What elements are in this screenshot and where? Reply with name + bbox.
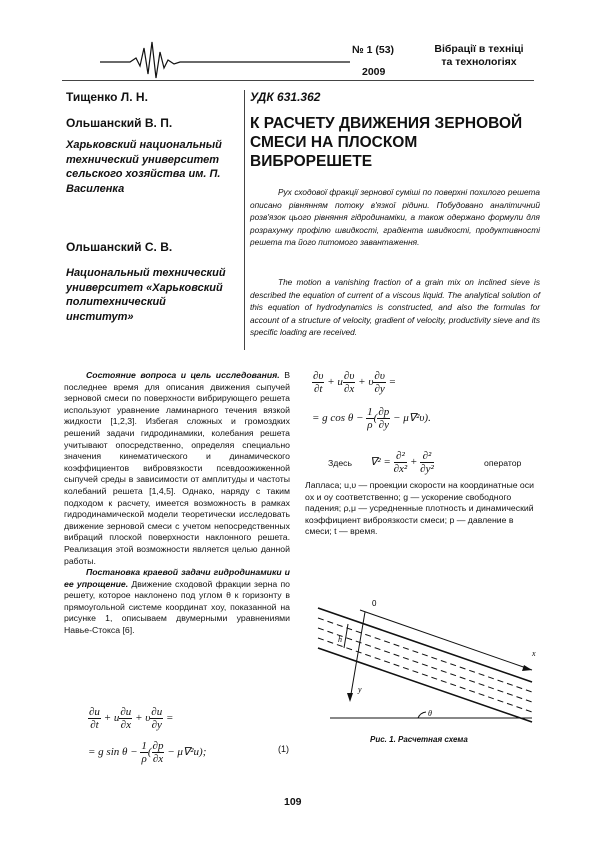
udk-code: УДК 631.362 xyxy=(250,90,321,104)
article-title: К РАСЧЕТУ ДВИЖЕНИЯ ЗЕРНОВОЙ СМЕСИ НА ПЛОСКОМ ВИБРОРЕШЕТЕ xyxy=(250,115,523,170)
navier-stokes-eq-y-line1: $\frac{\partial\upsilon}{\partial t}$ + u $\frac{\partial\upsilon}{\partial x}$ + υ $\frac{\partial\upsilon}{\partial y}$ = xyxy=(313,370,397,395)
paragraph-text: Лапласа; u,υ — проекции скорости на координатные оси ox и oy соответственно; g — ускорение свободного падения; ρ,μ — усредненные плотность и динамический коэффициент виброязкости смеси; p — давление в смеси; t — время. xyxy=(305,480,534,537)
abstract-english: The motion a vanishing fraction of a grain mix on inclined sieve is described the equation of current of a viscous liquid. The analytical solution of this equation of hydrodynamics is constructed, and also the formulas for account of a structure of velocity, gradient of velocity, productivity sieve and its specific loading are received. xyxy=(250,277,540,337)
equation-number: (1) xyxy=(278,744,289,754)
body-right-column xyxy=(305,480,537,538)
sieve-dashed-line xyxy=(318,628,532,702)
author-affiliation: Национальный технический университет «Харьковский политехнический институт» xyxy=(66,267,226,323)
author-name: Тищенко Л. Н. xyxy=(66,90,148,104)
theta-label: θ xyxy=(428,709,432,718)
laplace-operator-def: ∇² = $\frac{\text{∂²}}{\text{∂x²}}$ + $\frac{\text{∂²}}{\text{∂y²}}$ xyxy=(370,450,434,475)
navier-stokes-eq-x-line1: $\frac{\partial u}{\partial t}$ + u $\frac{\partial u}{\partial x}$ + υ $\frac{\partial u}{\partial y}$ = xyxy=(89,706,174,731)
figure-caption: Рис. 1. Расчетная схема xyxy=(370,735,468,744)
header-rule xyxy=(62,80,534,81)
journal-title-line2: та технологіях xyxy=(441,56,517,68)
header-waveform-logo xyxy=(100,38,350,82)
origin-label: 0 xyxy=(372,599,377,608)
navier-stokes-eq-y-line2: = g cos θ − $\frac{1}{\rho}$ ( $\frac{\partial p}{\partial y}$ − μ∇²υ). xyxy=(312,406,431,431)
paragraph xyxy=(64,567,290,637)
section-heading: Постановка краевой задачи гидродинамики и ее упрощение. xyxy=(64,567,290,589)
journal-title xyxy=(416,43,542,69)
operator-word: оператор xyxy=(484,458,522,468)
paragraph xyxy=(64,370,290,567)
h-label: h xyxy=(338,635,342,644)
calculation-scheme-figure xyxy=(300,590,540,740)
abstract-ukrainian: Рух сходової фракції зернової суміші по поверхні похилого решета описано рівнянням потоку в'язкої рідини. Побудовано аналітичний розв'язок цього рівняння гідродинаміки, а також одержано формули для розрахунку профілю швидкості, градієнта швидкості, продуктивності решета та його питомого завантаження. xyxy=(250,187,540,247)
author-name: Ольшанский С. В. xyxy=(66,240,173,254)
here-word: Здесь xyxy=(328,458,353,468)
body-left-column xyxy=(64,370,290,637)
issue-year: 2009 xyxy=(362,66,386,78)
author-name: Ольшанский В. П. xyxy=(66,116,173,130)
journal-title-line1: Вібрації в техніці xyxy=(434,43,524,55)
sieve-layers xyxy=(318,608,532,722)
sieve-top-line xyxy=(318,608,532,682)
y-label: y xyxy=(358,685,362,694)
h-marker xyxy=(344,624,348,648)
navier-stokes-eq-x-line2: = g sin θ − $\frac{1}{\rho}$ ( $\frac{\partial p}{\partial x}$ − μ∇²u); xyxy=(88,740,207,765)
author-affiliation: Харьковский национальный технический университет сельского хозяйства им. П. Василенка xyxy=(66,139,222,195)
page-number: 109 xyxy=(284,796,302,808)
theta-arc xyxy=(418,712,426,718)
issue-number: № 1 (53) xyxy=(352,44,395,56)
paragraph-text: Движение сходовой фракции зерна по решету, которое наклонено под углом θ к горизонту в прямоугольной системе координат xoy, показанной на рисунке 1, описываем двумерными уравнениями Навье-Стокса [6]. xyxy=(64,578,290,636)
x-label: x xyxy=(532,649,536,658)
paragraph-text: В последнее время для описания движения сыпучей зерновой смеси по поверхности вибрирующего решета используют уравнение ламинарного течения вязкой жидкости [1,2,3]. Избегая сложных и громоздких решений задачи гидродинамики, колебания решета учитывают опосредственно, определяя специально значения кинематического и динамического коэффициентов вибровязкости псевдоожиженной сыпучей среды в зависимости от амплитуды и частоты колебаний решета [1,4,5]. Однако, наряду с таким подходом к расчету, имеется возможность в рамках гидродинамической модели теоретически исследовать движение зерновой смеси с учетом непосредственных вибраций плоской поверхности наклонного решета. Реализация этой возможности является целью данной работы. xyxy=(64,370,290,566)
sieve-dashed-line xyxy=(318,618,532,692)
section-heading: Состояние вопроса и цель исследования. xyxy=(86,370,280,380)
x-axis-arrow-icon xyxy=(522,665,532,671)
column-divider xyxy=(244,90,245,350)
y-axis-arrow-icon xyxy=(347,693,353,702)
